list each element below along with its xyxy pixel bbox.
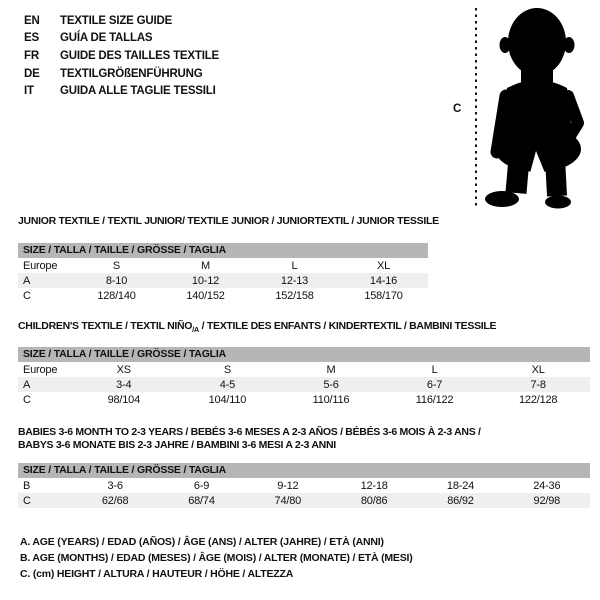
size-cell: L	[431, 363, 438, 376]
table-row	[18, 362, 590, 377]
language-row-it	[24, 82, 219, 100]
footnote-b: B. AGE (MONTHS) / EDAD (MESES) / ÂGE (MOIS) / ALTER (MONATE) / ETÀ (MESI)	[20, 551, 413, 564]
age-cell: 5-6	[323, 378, 339, 391]
language-row-en	[24, 12, 219, 30]
row-label: C	[23, 289, 31, 302]
table-row	[18, 258, 428, 273]
row-label: B	[23, 479, 31, 492]
height-cell: 122/128	[518, 393, 558, 406]
age-cell: 10-12	[191, 274, 220, 287]
height-cell: 116/122	[415, 393, 454, 406]
footnote-c: C. (cm) HEIGHT / ALTURA / HAUTEUR / HÖHE / ALTEZZA	[20, 567, 294, 580]
table-title: JUNIOR TEXTILE / TEXTIL JUNIOR/ TEXTILE JUNIOR / JUNIORTEXTIL / JUNIOR TESSILE	[18, 215, 439, 227]
age-cell: 6-9	[193, 479, 210, 492]
row-label: Europe	[23, 259, 58, 272]
height-cell: 104/110	[208, 393, 247, 406]
size-cell: XL	[531, 363, 545, 376]
row-label: Europe	[23, 363, 58, 376]
language-title: TEXTILE SIZE GUIDE	[60, 14, 173, 27]
age-cell: 6-7	[426, 378, 443, 391]
size-cell: M	[201, 259, 210, 272]
height-cell: 98/104	[107, 393, 141, 406]
height-cell: 92/98	[533, 494, 561, 507]
height-cell: 152/158	[275, 289, 314, 302]
table-title-subscript: /A	[192, 325, 200, 335]
height-cell: 140/152	[186, 289, 225, 302]
language-title: GUÍA DE TALLAS	[60, 32, 153, 45]
age-cell: 14-16	[369, 274, 398, 287]
table-row	[18, 288, 428, 303]
age-cell: 18-24	[446, 479, 475, 492]
age-cell: 3-6	[107, 479, 123, 492]
footnote-a: A. AGE (YEARS) / EDAD (AÑOS) / ÂGE (ANS) / ALTER (JAHRE) / ETÀ (ANNI)	[20, 536, 384, 548]
height-cell: 128/140	[97, 289, 136, 302]
row-label: C	[23, 393, 31, 406]
language-row-de	[24, 65, 219, 83]
age-cell: 7-8	[530, 378, 546, 391]
age-cell: 9-12	[277, 479, 299, 492]
table-title-line1: BABIES 3-6 MONTH TO 2-3 YEARS / BEBÉS 3-6 MESES A 2-3 AÑOS / BÉBÉS 3-6 MOIS À 2-3 ANS /	[18, 426, 481, 438]
baby-height-figure	[450, 0, 600, 215]
row-label: C	[23, 494, 31, 507]
language-code: EN	[24, 14, 40, 27]
height-cell: 158/170	[364, 289, 403, 302]
height-cell: 86/92	[447, 494, 474, 507]
language-title-list	[24, 12, 219, 100]
language-row-fr	[24, 47, 219, 65]
age-cell: 4-5	[219, 378, 236, 391]
height-cell: 68/74	[188, 494, 215, 507]
language-code: DE	[24, 67, 40, 80]
junior-textile-table	[18, 215, 439, 303]
childrens-textile-table	[18, 320, 590, 407]
table-row	[18, 392, 590, 407]
table-title-line2: BABYS 3-6 MONATE BIS 2-3 JAHRE / BAMBINI 3-6 MESI A 2-3 ANNI	[18, 439, 336, 451]
height-cell: 80/86	[360, 494, 388, 507]
language-title: GUIDE DES TAILLES TEXTILE	[60, 49, 219, 62]
baby-silhouette-graphic	[450, 0, 600, 215]
size-cell: XS	[116, 363, 131, 376]
height-cell: 62/68	[101, 494, 129, 507]
size-header-band: SIZE / TALLA / TAILLE / GRÖSSE / TAGLIA	[18, 463, 590, 478]
height-cell: 110/116	[312, 393, 350, 406]
table-row	[18, 377, 590, 392]
age-cell: 8-10	[105, 274, 128, 287]
language-code: IT	[24, 85, 34, 98]
figure-measure-label: C	[453, 103, 462, 115]
age-cell: 3-4	[116, 378, 132, 391]
legend-footnotes	[20, 535, 413, 583]
baby-silhouette	[485, 8, 581, 209]
table-row	[18, 478, 590, 493]
age-cell: 24-36	[533, 479, 561, 492]
row-label: A	[23, 378, 31, 391]
size-cell: L	[291, 259, 298, 272]
language-row-es	[24, 30, 219, 48]
size-cell: M	[326, 363, 336, 376]
size-header-band: SIZE / TALLA / TAILLE / GRÖSSE / TAGLIA	[18, 347, 590, 362]
table-row	[18, 493, 590, 508]
size-cell: S	[223, 363, 231, 376]
row-label: A	[23, 274, 31, 287]
age-cell: 12-18	[360, 479, 388, 492]
language-code: FR	[24, 49, 39, 62]
size-cell: XL	[376, 259, 391, 272]
age-cell: 12-13	[280, 274, 309, 287]
table-title-part: CHILDREN'S TEXTILE / TEXTIL NIÑO	[18, 320, 193, 332]
size-header-band: SIZE / TALLA / TAILLE / GRÖSSE / TAGLIA	[18, 243, 428, 258]
babies-textile-table	[18, 426, 590, 508]
table-title	[18, 320, 590, 336]
height-cell: 74/80	[274, 494, 302, 507]
table-row	[18, 273, 428, 288]
size-cell: S	[112, 259, 121, 272]
language-code: ES	[24, 32, 39, 45]
table-title-part: / TEXTILE DES ENFANTS / KINDERTEXTIL / BAMBINI TESSILE	[199, 320, 497, 332]
language-title: TEXTILGRÖßENFÜHRUNG	[60, 67, 203, 80]
language-title: GUIDA ALLE TAGLIE TESSILI	[60, 85, 216, 98]
